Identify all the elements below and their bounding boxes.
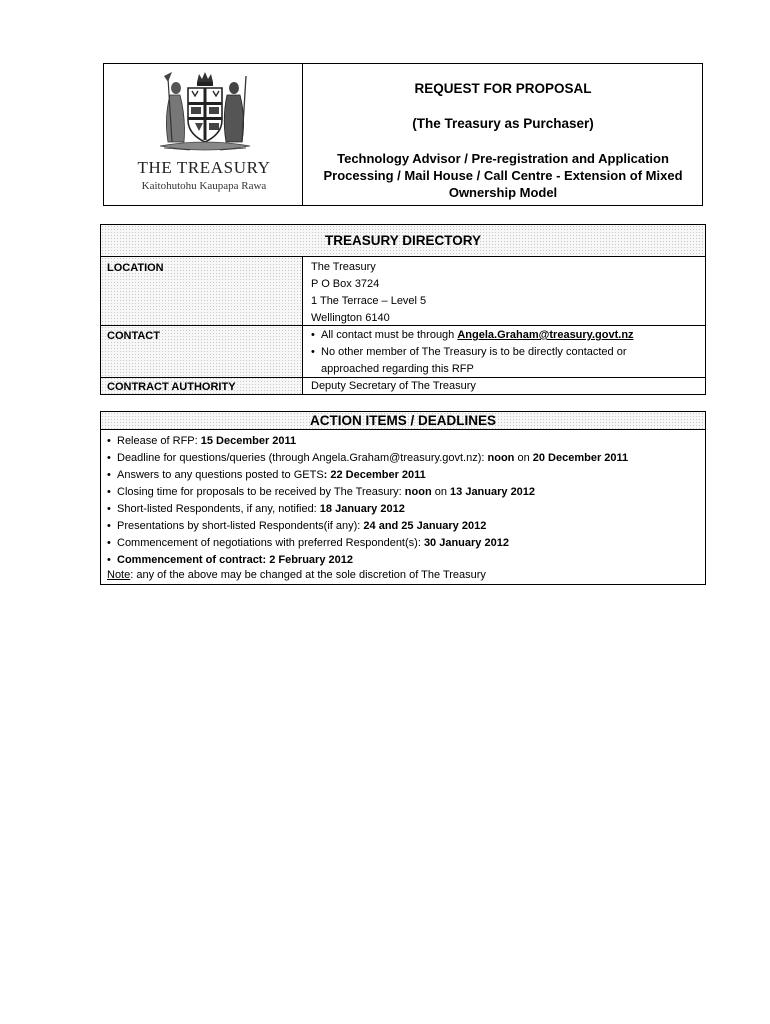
contact-item [311, 327, 634, 344]
location-label: LOCATION [107, 262, 164, 274]
bullet: • [107, 435, 111, 447]
action-item [107, 518, 628, 535]
contract-authority-label: CONTRACT AUTHORITY [107, 381, 236, 393]
purchaser-line: (The Treasury as Purchaser) [412, 116, 594, 131]
contract-authority-text: Deputy Secretary of The Treasury [311, 380, 476, 392]
action-items-title: ACTION ITEMS / DEADLINES [309, 413, 496, 428]
bullet: • [311, 329, 315, 341]
org-subtitle: Kaitohutohu Kaupapa Rawa [141, 180, 267, 192]
action-item-text: on [431, 486, 451, 498]
action-item-emphasis: 18 January 2012 [319, 503, 405, 515]
action-item-emphasis: noon [404, 486, 432, 498]
contact-value [303, 325, 705, 377]
action-item-text: Presentations by short-listed Respondents(if any): [117, 520, 364, 532]
bullet: • [107, 554, 111, 566]
action-item-text: Release of RFP: [117, 435, 201, 447]
action-item-emphasis: 20 December 2011 [532, 452, 629, 464]
contract-authority-value [303, 377, 705, 395]
action-item [107, 467, 628, 484]
directory-header [101, 225, 705, 257]
bullet: • [107, 452, 111, 464]
action-item [107, 433, 628, 450]
contact-email-link[interactable]: Angela.Graham@treasury.govt.nz [457, 329, 634, 341]
action-item-text: on [514, 452, 533, 464]
action-item [107, 484, 628, 501]
location-line: P O Box 3724 [311, 278, 380, 290]
action-items-list [107, 433, 628, 569]
contact-item-text: All contact must be through [321, 329, 458, 341]
action-item-emphasis: 24 and 25 January 2012 [363, 520, 487, 532]
bullet: • [107, 469, 111, 481]
note-label: Note [107, 569, 131, 581]
action-item-emphasis: 30 January 2012 [423, 537, 509, 549]
project-title: Technology Advisor / Pre-registration and Application Processing / Mail House / Call Centre - Extension of Mixed Ownership Model [323, 151, 683, 200]
action-item [107, 501, 628, 518]
action-item-emphasis: Commencement of contract: 2 February 2012 [117, 554, 353, 566]
action-item-emphasis: 13 January 2012 [450, 486, 536, 498]
bullet: • [107, 503, 111, 515]
location-line: 1 The Terrace – Level 5 [311, 295, 427, 307]
action-item-emphasis: noon [487, 452, 515, 464]
action-item [107, 552, 628, 569]
treasury-logo [112, 68, 296, 200]
action-item-text: Answers to any questions posted to GETS [117, 469, 324, 481]
location-line: Wellington 6140 [311, 312, 390, 324]
action-item [107, 535, 628, 552]
location-line: The Treasury [311, 261, 376, 273]
bullet: • [107, 537, 111, 549]
coat-of-arms-icon [150, 68, 260, 164]
bullet: • [107, 486, 111, 498]
note-text: : any of the above may be changed at the sole discretion of The Treasury [130, 569, 486, 581]
location-value [303, 257, 705, 325]
header-box [103, 63, 703, 206]
contact-label: CONTACT [107, 330, 160, 342]
bullet: • [311, 346, 315, 358]
action-item-text: Commencement of negotiations with preferred Respondent(s): [117, 537, 424, 549]
directory-table [100, 224, 706, 395]
action-item-text: Closing time for proposals to be received by The Treasury: [117, 486, 405, 498]
document-type: REQUEST FOR PROPOSAL [414, 81, 592, 96]
action-items-header [101, 412, 705, 430]
action-item [107, 450, 628, 467]
directory-title: TREASURY DIRECTORY [324, 233, 482, 248]
org-name: THE TREASURY [137, 158, 271, 177]
contact-item-text: No other member of The Treasury is to be directly contacted or [321, 346, 627, 358]
bullet: • [107, 520, 111, 532]
action-item-text: Deadline for questions/queries (through Angela.Graham@treasury.govt.nz): [117, 452, 488, 464]
contact-item-continuation: approached regarding this RFP [321, 363, 474, 375]
action-item-emphasis: : 22 December 2011 [323, 469, 426, 481]
action-item-emphasis: 15 December 2011 [200, 435, 297, 447]
contact-item [311, 344, 627, 361]
note [107, 569, 486, 581]
action-item-text: Short-listed Respondents, if any, notified: [117, 503, 320, 515]
action-items-table [100, 411, 706, 585]
